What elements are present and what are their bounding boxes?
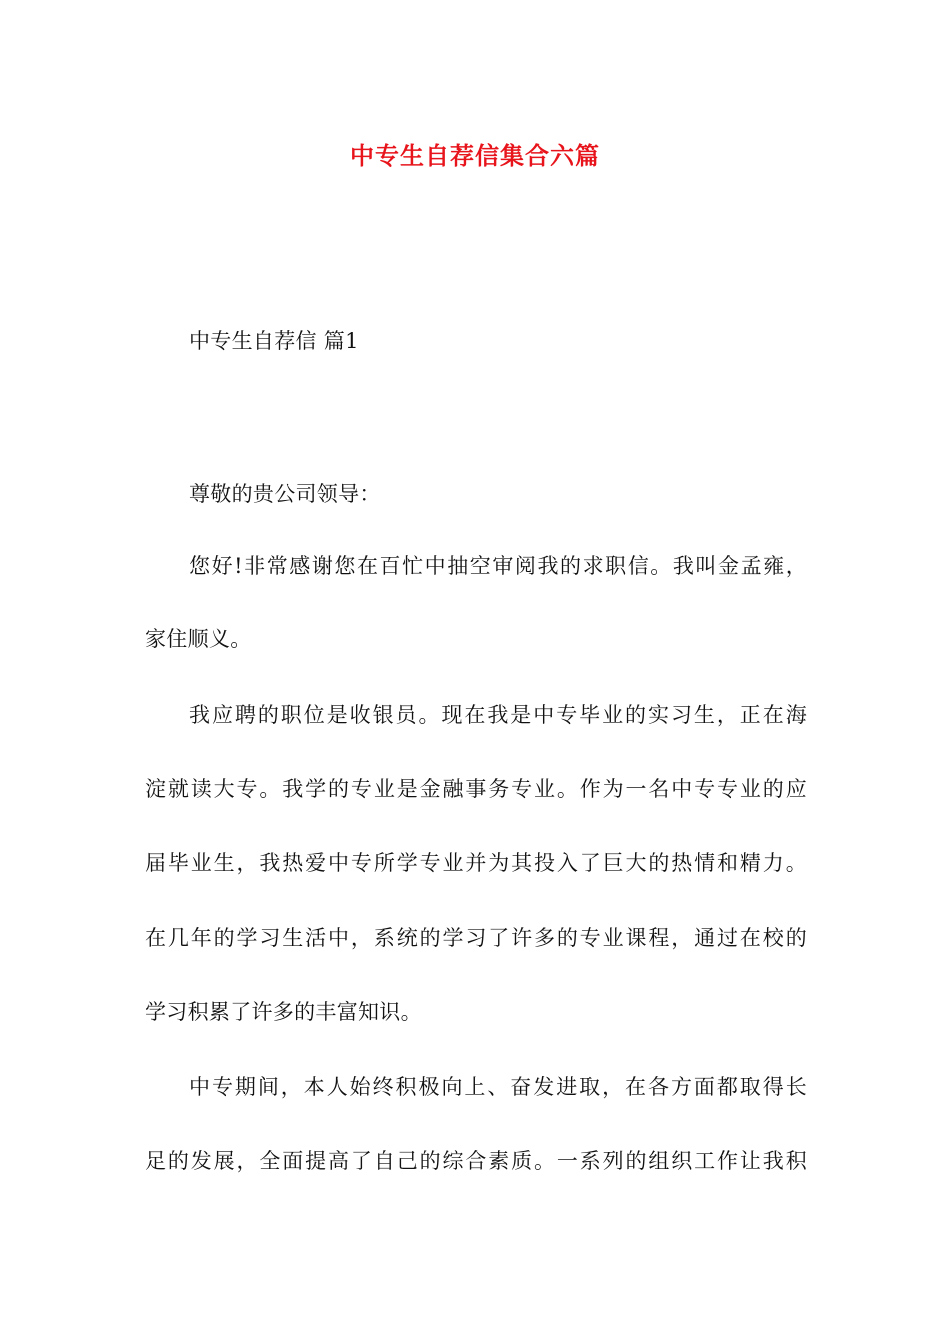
paragraph-1-line-2: 家住顺义。 <box>145 627 252 651</box>
greeting: 尊敬的贵公司领导： <box>189 482 381 506</box>
paragraph-2-line-1: 我应聘的职位是收银员。现在我是中专毕业的实习生，正在海 <box>189 703 807 727</box>
paragraph-2-line-3: 届毕业生，我热爱中专所学专业并为其投入了巨大的热情和精力。 <box>145 851 807 875</box>
section-heading: 中专生自荐信 篇1 <box>189 329 359 353</box>
document-title: 中专生自荐信集合六篇 <box>350 141 600 170</box>
paragraph-2-line-2: 淀就读大专。我学的专业是金融事务专业。作为一名中专专业的应 <box>145 777 807 801</box>
paragraph-2-line-4: 在几年的学习生活中，系统的学习了许多的专业课程，通过在校的 <box>145 926 807 950</box>
paragraph-3-line-1: 中专期间，本人始终积极向上、奋发进取，在各方面都取得长 <box>189 1075 807 1099</box>
paragraph-2-line-5: 学习积累了许多的丰富知识。 <box>145 1000 422 1024</box>
paragraph-3-line-2: 足的发展，全面提高了自己的综合素质。一系列的组织工作让我积 <box>145 1149 807 1173</box>
paragraph-1-line-1: 您好!非常感谢您在百忙中抽空审阅我的求职信。我叫金孟雍， <box>189 554 807 578</box>
